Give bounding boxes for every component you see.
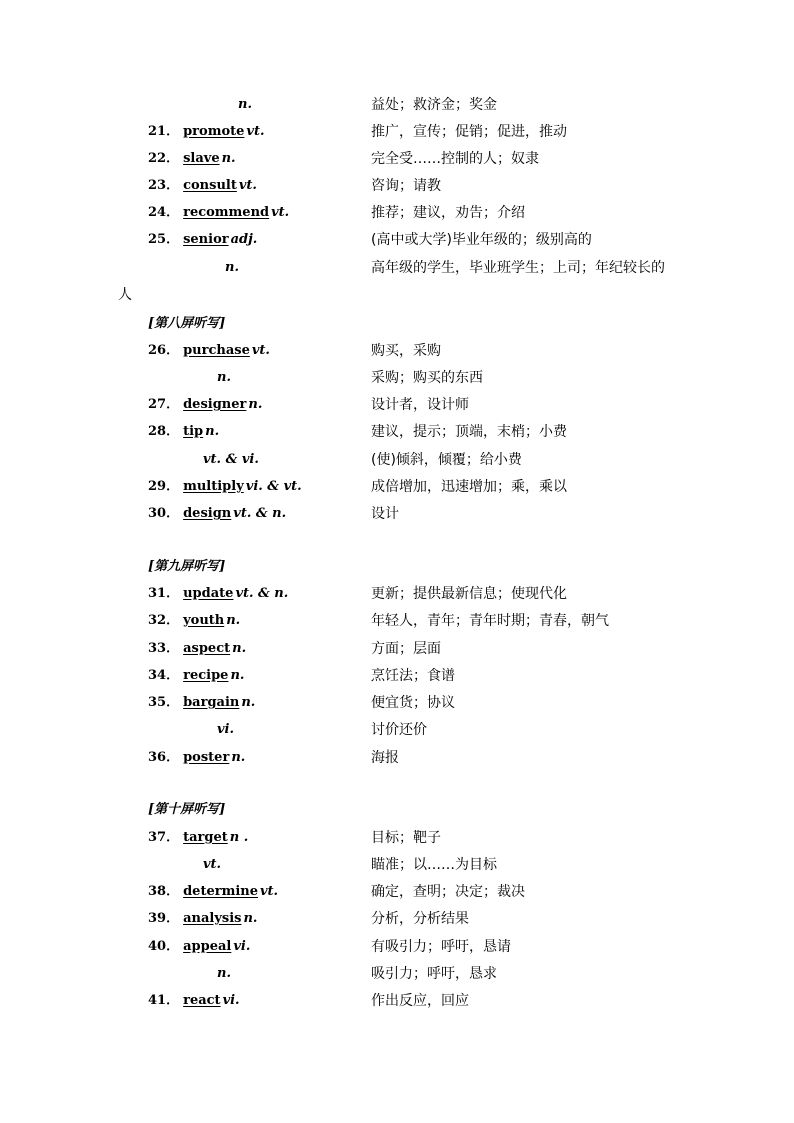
vocab-row: [0, 148, 794, 170]
chinese-meaning: 烹饪法；食谱: [371, 668, 455, 684]
chinese-meaning: 咨询；请教: [371, 178, 441, 194]
item-number: 39．: [148, 911, 180, 926]
part-of-speech: n.: [230, 668, 245, 683]
chinese-meaning: 确定，查明；决定；裁决: [371, 884, 525, 900]
section-heading: [第十屏听写]: [148, 802, 226, 817]
item-number: 23．: [148, 178, 180, 193]
part-of-speech: vi. & vt.: [245, 479, 302, 494]
part-of-speech: vi.: [217, 722, 235, 737]
item-number: 26．: [148, 343, 180, 358]
chinese-meaning: 目标；靶子: [371, 830, 441, 846]
chinese-meaning: 推广，宣传；促销；促进，推动: [371, 124, 567, 140]
chinese-meaning: 设计者，设计师: [371, 397, 469, 413]
item-number: 36．: [148, 750, 180, 765]
part-of-speech: vt.: [246, 124, 265, 139]
part-of-speech: vt.: [203, 857, 222, 872]
part-of-speech: vi.: [233, 939, 251, 954]
chinese-meaning: 推荐；建议，劝告；介绍: [371, 205, 525, 221]
item-number: 21．: [148, 124, 180, 139]
item-number: 33．: [148, 641, 180, 656]
part-of-speech: n.: [217, 966, 231, 981]
chinese-meaning: 完全受……控制的人；奴隶: [371, 151, 539, 167]
english-word: determine: [183, 884, 258, 899]
english-word: multiply: [183, 479, 244, 494]
chinese-meaning: 方面；层面: [371, 641, 441, 657]
part-of-speech: n .: [229, 830, 249, 845]
vocab-row: [0, 476, 794, 498]
item-number: 37．: [148, 830, 180, 845]
vocab-row: [0, 202, 794, 224]
part-of-speech: n.: [225, 260, 239, 275]
vocab-row: [0, 881, 794, 903]
part-of-speech: n.: [238, 97, 252, 112]
english-word: poster: [183, 750, 230, 765]
english-word: design: [183, 506, 232, 521]
part-of-speech: n.: [226, 613, 241, 628]
chinese-meaning: (使)倾斜，倾覆；给小费: [371, 452, 522, 468]
part-of-speech: vt.: [238, 178, 257, 193]
english-word: appeal: [183, 939, 232, 954]
english-word: bargain: [183, 695, 240, 710]
vocab-row: [0, 175, 794, 197]
vocab-row: [0, 367, 794, 389]
vocab-row: [0, 827, 794, 849]
item-number: 24．: [148, 205, 180, 220]
item-number: 27．: [148, 397, 180, 412]
part-of-speech: n.: [248, 397, 263, 412]
chinese-meaning: 高年级的学生，毕业班学生；上司；年纪较长的: [371, 260, 665, 276]
vocab-row: [0, 394, 794, 416]
chinese-meaning: 讨价还价: [371, 722, 427, 738]
part-of-speech: n.: [217, 370, 231, 385]
part-of-speech: vt. & n.: [233, 506, 287, 521]
vocab-row: [0, 936, 794, 958]
english-word: react: [183, 993, 221, 1008]
vocab-row: [0, 692, 794, 714]
part-of-speech: n.: [232, 641, 247, 656]
wrapped-text: 人: [118, 287, 132, 303]
part-of-speech: n.: [243, 911, 258, 926]
part-of-speech: vt. & vi.: [203, 452, 259, 467]
english-word: recipe: [183, 668, 229, 683]
chinese-meaning: 瞄准；以……为目标: [371, 857, 497, 873]
english-word: promote: [183, 124, 245, 139]
english-word: aspect: [183, 641, 231, 656]
english-word: senior: [183, 232, 229, 247]
english-word: designer: [183, 397, 247, 412]
chinese-meaning: 年轻人，青年；青年时期；青春，朝气: [371, 613, 609, 629]
section-heading: [第九屏听写]: [148, 559, 226, 574]
chinese-meaning: 作出反应，回应: [371, 993, 469, 1009]
item-number: 35．: [148, 695, 180, 710]
chinese-meaning: 购买，采购: [371, 343, 441, 359]
item-number: 40．: [148, 939, 180, 954]
item-number: 29．: [148, 479, 180, 494]
vocab-row: [0, 257, 794, 279]
item-number: 34．: [148, 668, 180, 683]
vocab-row: [0, 719, 794, 741]
vocab-row: [0, 449, 794, 471]
vocab-row: [0, 340, 794, 362]
part-of-speech: n.: [221, 151, 236, 166]
item-number: 41．: [148, 993, 180, 1008]
vocab-row: [0, 990, 794, 1012]
english-word: recommend: [183, 205, 270, 220]
item-number: 25．: [148, 232, 180, 247]
vocab-row: [0, 747, 794, 769]
part-of-speech: vt.: [260, 884, 279, 899]
english-word: purchase: [183, 343, 250, 358]
english-word: analysis: [183, 911, 242, 926]
item-number: 22．: [148, 151, 180, 166]
item-number: 31．: [148, 586, 180, 601]
chinese-meaning: 海报: [371, 750, 399, 766]
chinese-meaning: 建议，提示；顶端，末梢；小费: [371, 424, 567, 440]
chinese-meaning: 成倍增加，迅速增加；乘，乘以: [371, 479, 567, 495]
vocab-row: [0, 229, 794, 251]
chinese-meaning: (高中或大学)毕业年级的；级别高的: [371, 232, 592, 248]
vocab-row: [0, 963, 794, 985]
item-number: 32．: [148, 613, 180, 628]
vocab-row: [0, 638, 794, 660]
chinese-meaning: 分析，分析结果: [371, 911, 469, 927]
chinese-meaning: 便宜货；协议: [371, 695, 455, 711]
english-word: update: [183, 586, 234, 601]
part-of-speech: n.: [231, 750, 246, 765]
vocab-row: [0, 421, 794, 443]
part-of-speech: n.: [205, 424, 220, 439]
chinese-meaning: 采购；购买的东西: [371, 370, 483, 386]
english-word: tip: [183, 424, 204, 439]
part-of-speech: vt.: [251, 343, 270, 358]
part-of-speech: vt. & n.: [235, 586, 289, 601]
part-of-speech: adj.: [230, 232, 258, 247]
vocab-row: [0, 854, 794, 876]
vocab-row: [0, 503, 794, 525]
vocab-row: [0, 121, 794, 143]
english-word: consult: [183, 178, 237, 193]
part-of-speech: n.: [241, 695, 256, 710]
part-of-speech: vi.: [222, 993, 240, 1008]
chinese-meaning: 益处；救济金；奖金: [371, 97, 497, 113]
english-word: youth: [183, 613, 225, 628]
chinese-meaning: 有吸引力；呼吁，恳请: [371, 939, 511, 955]
item-number: 28．: [148, 424, 180, 439]
section-heading: [第八屏听写]: [148, 316, 226, 331]
item-number: 30．: [148, 506, 180, 521]
part-of-speech: vt.: [271, 205, 290, 220]
vocab-row: [0, 908, 794, 930]
english-word: target: [183, 830, 228, 845]
vocab-row: [0, 583, 794, 605]
item-number: 38．: [148, 884, 180, 899]
chinese-meaning: 设计: [371, 506, 399, 522]
vocab-row: [0, 94, 794, 116]
chinese-meaning: 吸引力；呼吁，恳求: [371, 966, 497, 982]
chinese-meaning: 更新；提供最新信息；使现代化: [371, 586, 567, 602]
english-word: slave: [183, 151, 220, 166]
vocab-row: [0, 665, 794, 687]
vocab-row: [0, 610, 794, 632]
